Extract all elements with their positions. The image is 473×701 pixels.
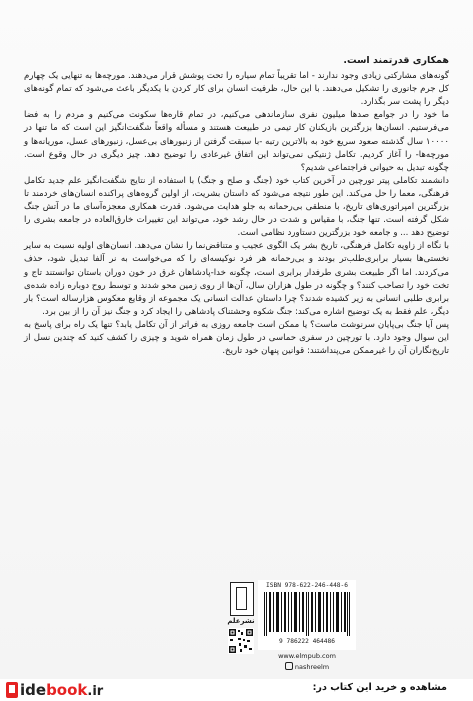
paragraph-3: دانشمند تکاملی پیتر تورچین در آخرین کتاب خود (جنگ و صلح و جنگ) با استفاده از نتایج شگفت‌انگیز علم جدید تکامل فرهنگی، معما را حل می‌کند. این طور نتیجه می‌شود که داستان بشریت، از اولین گروه‌های پراکنده انسان‌های خردمند تا بزرگترین امپراتوری‌های تاریخ، با منطقی بی‌رحمانه به جلو هدایت می‌شود. قدرت همکاری معجزه‌آسای ما در آتش جنگ شکل گرفته است. تنها جنگ، با مقیاس و شدت در حال رشد خود، می‌تواند این تغییرات خارق‌العاده در جامعه بشری را توضیح دهد ... و جامعه خود بزرگترین دستاورد نظامی است. <box>24 175 449 239</box>
isbn-block <box>206 580 366 675</box>
isbn-label: ISBN 978-622-246-448-6 <box>266 582 348 589</box>
purchase-cta: مشاهده و خرید این کتاب در: <box>312 682 447 693</box>
barcode-bars <box>264 592 350 636</box>
idebook-logo[interactable]: idebook.ir <box>6 681 186 699</box>
publisher-website: www.elmpub.com <box>278 652 336 660</box>
instagram-handle: nashreelm <box>294 663 330 671</box>
paragraph-5: پس آیا جنگ بی‌پایان سرنوشت ماست؟ یا ممکن است جامعه روزی به فراتر از آن تکامل یابد؟ تنها یک راه برای پاسخ به این سوال وجود دارد. با تورچین در سفری حماسی در طول زمان همراه شوید و چیزی را کشف کنید که چندین نسل از تاریخ‌نگاران آن را غیرممکن می‌پنداشتند: قوانین پنهان خود تاریخ. <box>24 319 449 357</box>
publisher-instagram <box>258 662 356 671</box>
barcode <box>258 580 356 650</box>
publisher-name: نشرعلم <box>227 617 255 625</box>
footer-band <box>0 679 473 700</box>
instagram-icon <box>285 662 293 670</box>
cover-text-block <box>24 54 449 358</box>
paragraph-4: با نگاه از زاویه تکامل فرهنگی، تاریخ بشر یک الگوی عجیب و متناقض‌نما را نشان می‌دهد. انسان‌های اولیه نسبت به سایر نخستی‌ها بسیار برابری‌طلب‌تر بودند و بی‌رحمانه هر فرد نوکیسه‌ای را که می‌خواست به نر آلفا تبدیل شود، حذف می‌کردند. اما اگر طبیعت بشری طرفدار برابری است، چگونه خدا-پادشاهان غرق در خون دوران باستان توانستند تاج و تخت خود را تصاحب کنند؟ و چگونه در طول هزاران سال، آن‌ها از روی زمین محو شدند و توسط روح دوباره زاده شده‌ی برابری طلبی انسانی به زیر کشیده شدند؟ چرا داستان عدالت انسانی یک مجموعه از وقایع معکوس هزارساله است؟ بار دیگر، علم فقط به یک توضیح اشاره می‌کند: جنگ شکوه وحشتناک پادشاهی را ایجاد کرد و جنگ نیز آن را از بین برد. <box>24 241 449 317</box>
paragraph-2: ما خود را در جوامع صدها میلیون نفری سازماندهی می‌کنیم، در تمام قاره‌ها سکونت می‌کنیم و مردم را به فضا می‌فرستیم. انسان‌ها بزرگترین بازیکنان کار تیمی در طبیعت هستند و مسأله واقعاً شگفت‌انگیز این است که ما تنها در ۱۰۰۰۰ سال گذشته صعود سریع خود به بالاترین رتبه -با سبقت گرفتن از زنبورهای بی‌عسل، زنبورهای عسل، موریانه‌ها و مورچه‌ها- را آغاز کردیم. تکامل ژنتیکی نمی‌تواند این اتفاق غیرعادی را توضیح دهد. چیز دیگری در حال وقوع است. چگونه تبدیل به حیوانی فراجتماعی شدیم؟ <box>24 110 449 173</box>
book-icon <box>6 682 18 698</box>
isbn-digits: 9 786222 464486 <box>279 638 335 645</box>
cover-heading: همکاری قدرتمند است. <box>343 55 449 66</box>
paragraph-1: گونه‌های مشارکتی زیادی وجود ندارند - اما تقریباً تمام سیاره را تحت پوشش قرار می‌دهند. مورچه‌ها به تنهایی یک چهارم کل جرم جانوری را تشکیل می‌دهند. با این حال، ظرفیت انسان برای کار کردن با یکدیگر باعث می‌شود که تمام گونه‌های دیگر را پشت سر بگذارد. <box>24 71 449 108</box>
